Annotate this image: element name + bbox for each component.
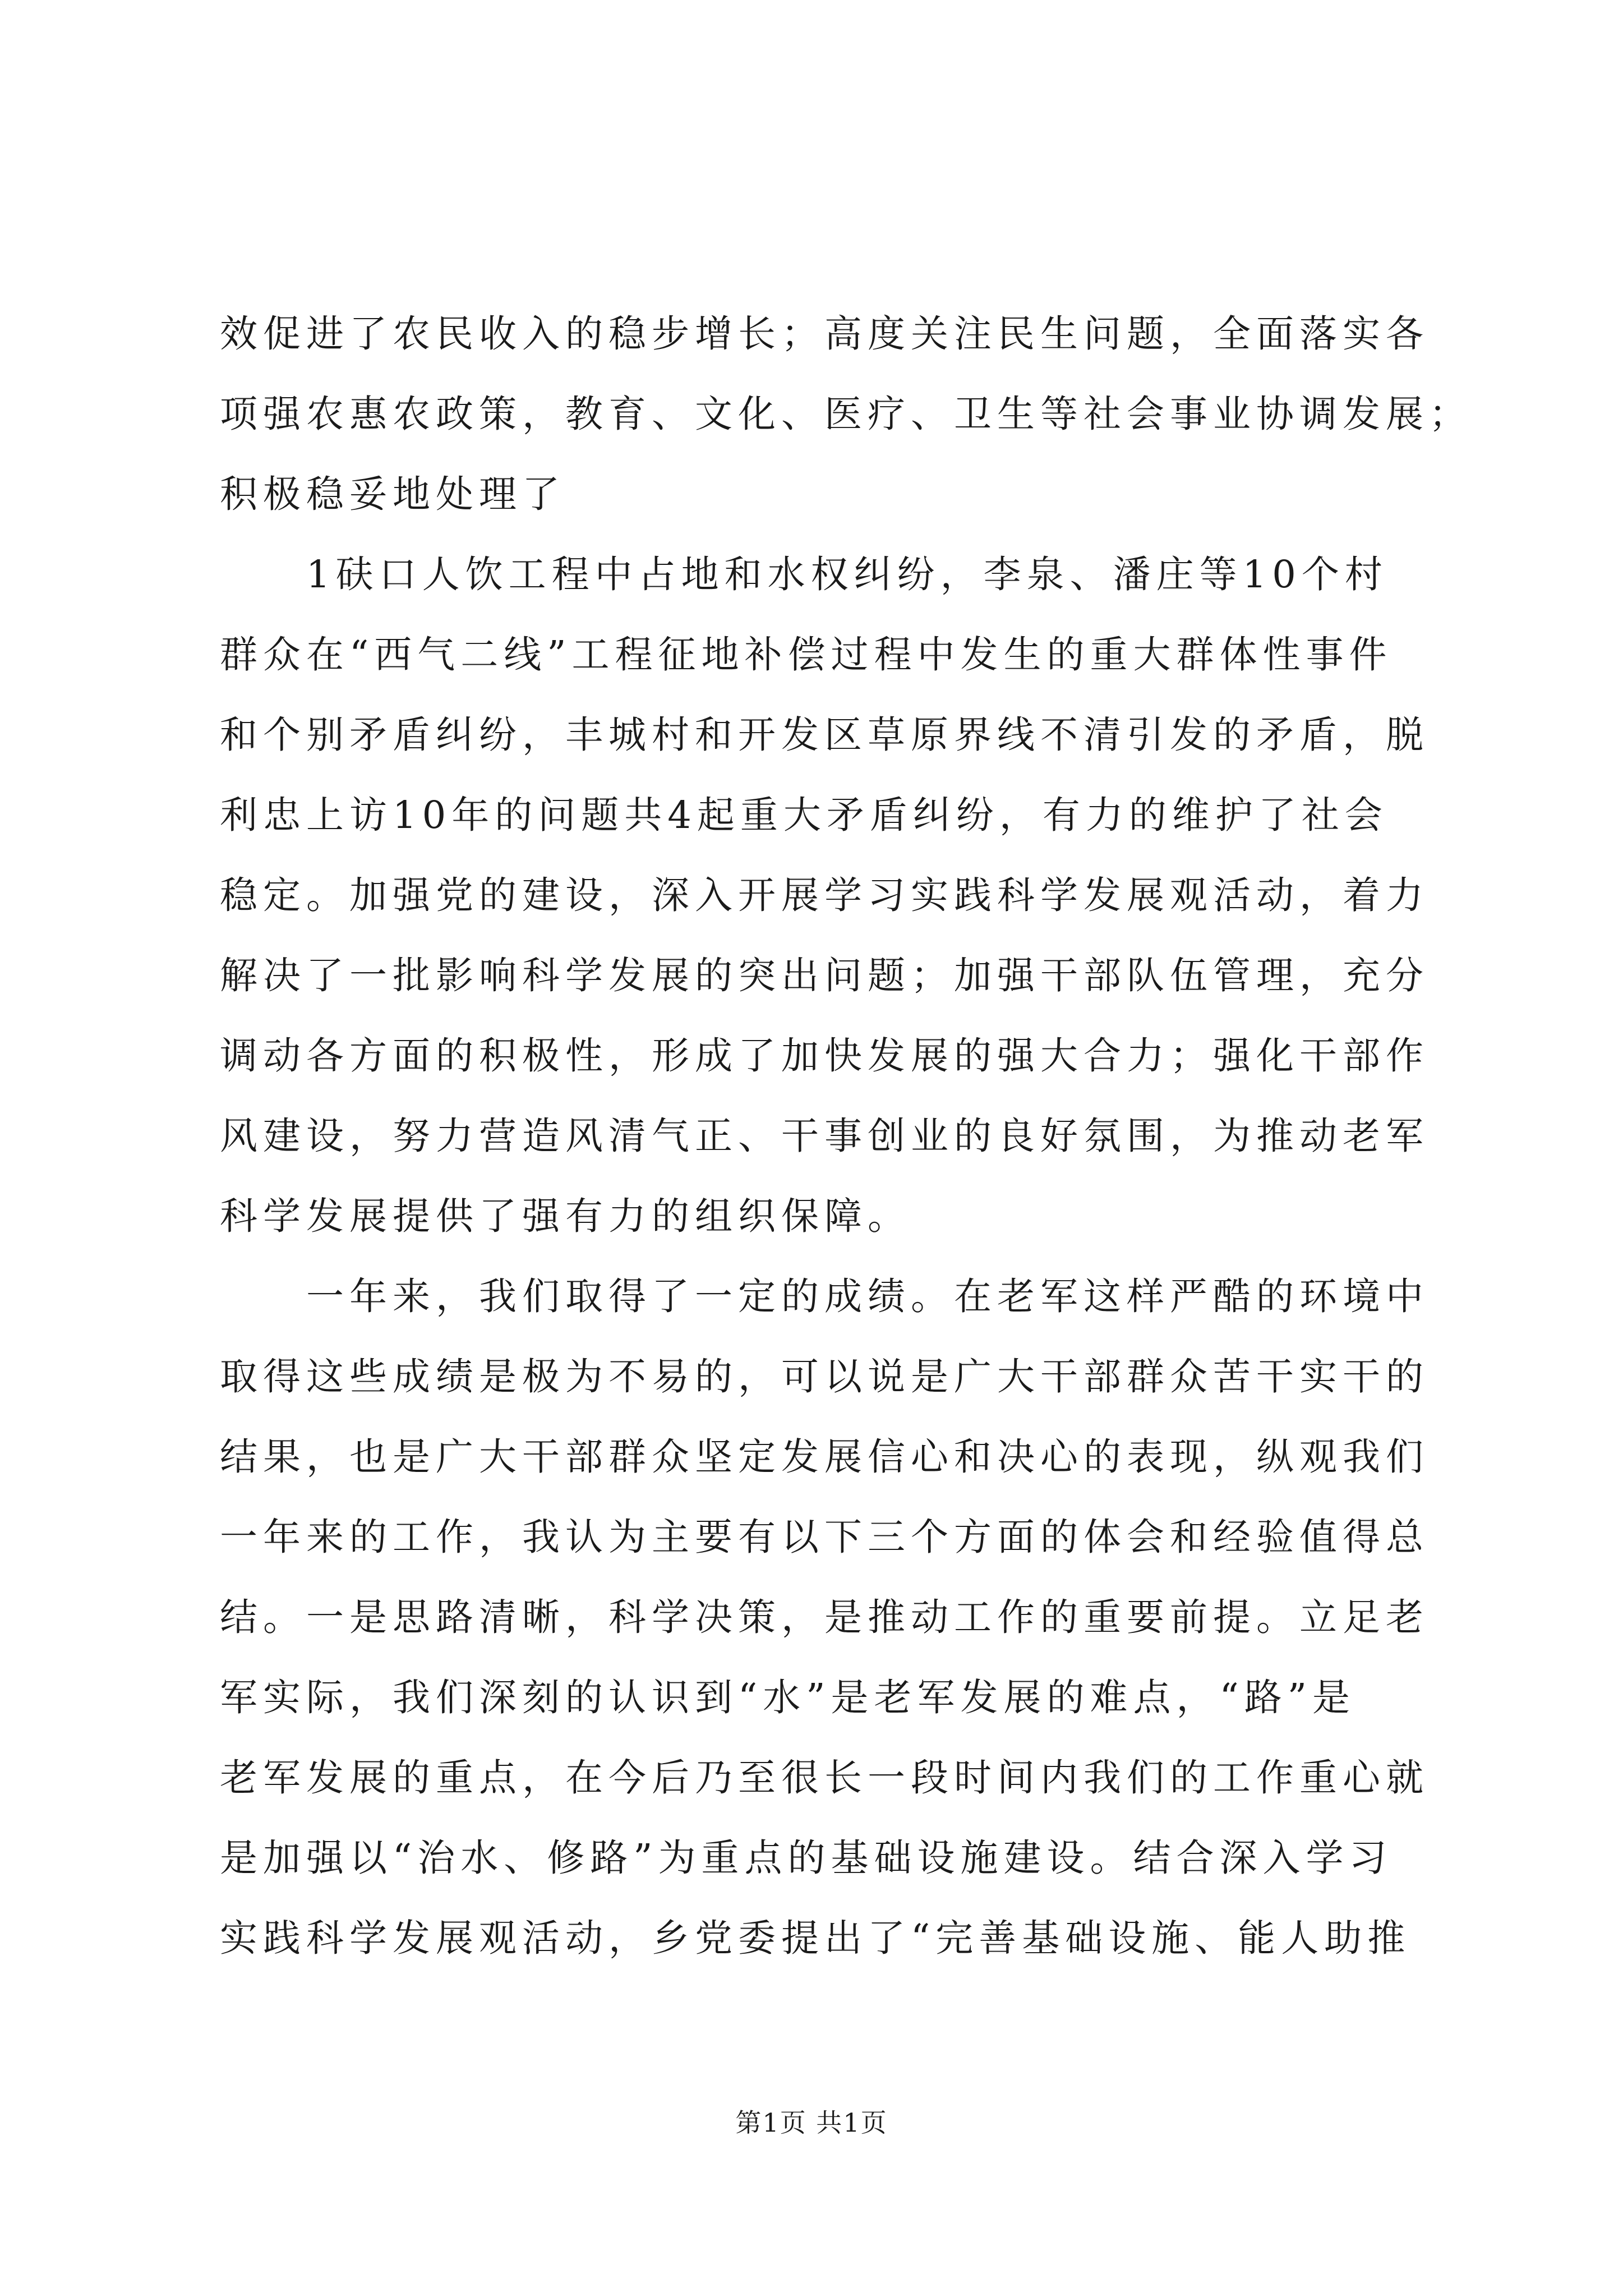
text-line: 取得这些成绩是极为不易的，可以说是广大干部群众苦干实干的	[220, 1355, 1429, 1398]
text-line: 项强农惠农政策，教育、文化、医疗、卫生等社会事业协调发展；	[220, 392, 1472, 436]
text-line: 一年来，我们取得了一定的成绩。在老军这样严酷的环境中	[220, 1274, 1429, 1318]
text-line: 1砆口人饮工程中占地和水权纠纷，李泉、潘庄等10个村	[220, 553, 1388, 596]
text-line: 一年来的工作，我认为主要有以下三个方面的体会和经验值得总	[220, 1515, 1429, 1559]
text-line: 调动各方面的积极性，形成了加快发展的强大合力；强化干部作	[220, 1034, 1429, 1078]
text-line: 风建设，努力营造风清气正、干事创业的良好氛围，为推动老军	[220, 1114, 1429, 1158]
text-line: 和个别矛盾纠纷，丰城村和开发区草原界线不清引发的矛盾，脱	[220, 713, 1429, 757]
text-line: 利忠上访10年的问题共4起重大矛盾纠纷，有力的维护了社会	[220, 793, 1388, 837]
text-line: 科学发展提供了强有力的组织保障。	[220, 1194, 911, 1238]
text-line: 效促进了农民收入的稳步增长；高度关注民生问题，全面落实各	[220, 312, 1429, 356]
text-line: 军实际，我们深刻的认识到“水”是老军发展的难点，“路”是	[220, 1676, 1356, 1719]
body-text	[220, 294, 1472, 1978]
text-line: 稳定。加强党的建设，深入开展学习实践科学发展观活动，着力	[220, 873, 1429, 917]
text-line: 积极稳妥地处理了	[220, 472, 565, 516]
page-footer	[0, 2102, 1623, 2139]
text-line: 实践科学发展观活动，乡党委提出了“完善基础设施、能人助推	[220, 1916, 1411, 1960]
text-line: 结。一是思路清晰，科学决策，是推动工作的重要前提。立足老	[220, 1595, 1429, 1639]
text-line: 老军发展的重点，在今后乃至很长一段时间内我们的工作重心就	[220, 1756, 1429, 1800]
text-line: 解决了一批影响科学发展的突出问题；加强干部队伍管理，充分	[220, 954, 1429, 997]
text-line: 是加强以“治水、修路”为重点的基础设施建设。结合深入学习	[220, 1836, 1393, 1880]
text-line: 群众在“西气二线”工程征地补偿过程中发生的重大群体性事件	[220, 633, 1393, 677]
page-number-label: 第1页 共1页	[735, 2108, 888, 2138]
text-line: 结果，也是广大干部群众坚定发展信心和决心的表现，纵观我们	[220, 1435, 1429, 1479]
